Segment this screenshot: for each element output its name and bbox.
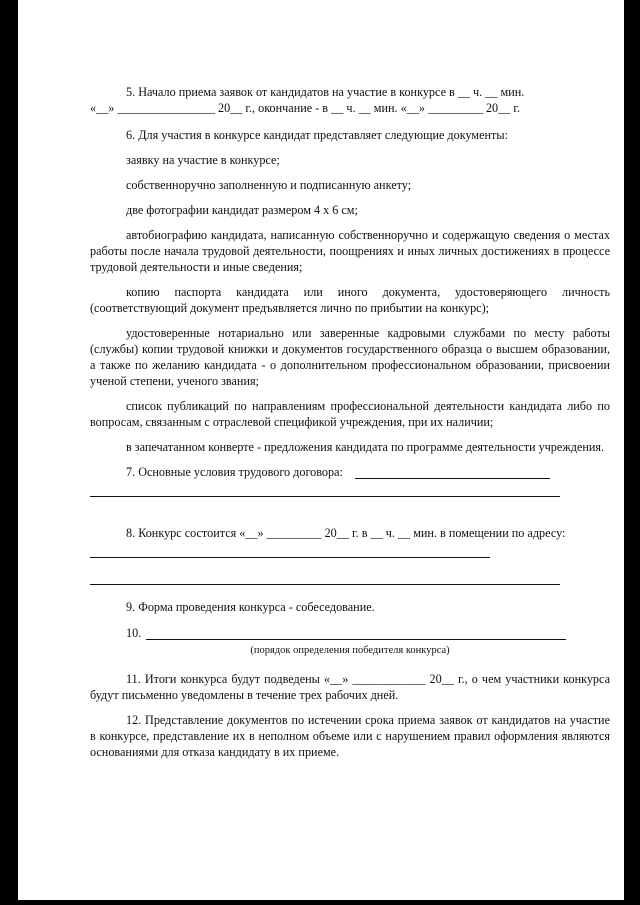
doc-item: собственноручно заполненную и подписанную анкету;: [126, 178, 412, 192]
doc-item: копию паспорта кандидата или иного документа, удостоверяющего личность (соответствующий документ предъявляется лично по прибытии на конкурс);: [90, 285, 610, 315]
section-10-number: 10.: [126, 626, 142, 640]
section-9: 9. Форма проведения конкурса - собеседование.: [126, 600, 375, 614]
address-line-1: [90, 541, 490, 558]
doc-item: автобиографию кандидата, написанную собственноручно и содержащую сведения о местах работы после начала трудовой деятельности, поощрениях и иных личных достижениях в процессе трудовой деятельности и иные сведения;: [90, 228, 610, 274]
conditions-blank: [355, 466, 550, 479]
doc-item: две фотографии кандидат размером 4 х 6 см;: [126, 203, 358, 217]
section-7-text: 7. Основные условия трудового договора:: [126, 465, 343, 479]
conditions-line: [90, 480, 560, 497]
winner-procedure-blank: [146, 627, 566, 640]
section-7: [90, 464, 610, 480]
doc-item: список публикаций по направлениям профессиональной деятельности кандидата либо по вопросам, связанным с отраслевой спецификой учреждения, при их наличии;: [90, 399, 610, 429]
section-6-intro: 6. Для участия в конкурсе кандидат представляет следующие документы:: [126, 128, 508, 142]
section-12: 12. Представление документов по истечении срока приема заявок от кандидатов на участие в конкурсе, представление их в неполном объеме или с нарушением правил оформления являются основаниями для отказа кандидату в их приеме.: [90, 713, 610, 759]
section-5-line1: 5. Начало приема заявок от кандидатов на участие в конкурсе в __ ч. __ мин.: [126, 85, 525, 99]
doc-item: удостоверенные нотариально или заверенные кадровыми службами по месту работы (службы) копии трудовой книжки и документов государственного образца о высшем образовании, а также по желанию кандидата - о дополнительном профессиональном образовании, присвоении ученой степени, ученого звания;: [90, 326, 610, 388]
address-line-2: [90, 568, 560, 585]
section-8: 8. Конкурс состоится «__» _________ 20__ г. в __ ч. __ мин. в помещении по адресу:: [126, 526, 566, 540]
document-content: [90, 84, 610, 769]
section-10: [90, 625, 610, 641]
section-10-note: (порядок определения победителя конкурса): [250, 645, 450, 656]
section-11: 11. Итоги конкурса будут подведены «__» ____________ 20__ г., о чем участники конкурса будут письменно уведомлены в течение трех рабочих дней.: [90, 672, 610, 702]
doc-item: в запечатанном конверте - предложения кандидата по программе деятельности учреждения.: [126, 440, 605, 454]
doc-item: заявку на участие в конкурсе;: [126, 153, 280, 167]
document-page: [18, 0, 624, 900]
section-5-line2: «__» ________________ 20__ г., окончание - в __ ч. __ мин. «__» _________ 20__ г.: [90, 101, 521, 115]
